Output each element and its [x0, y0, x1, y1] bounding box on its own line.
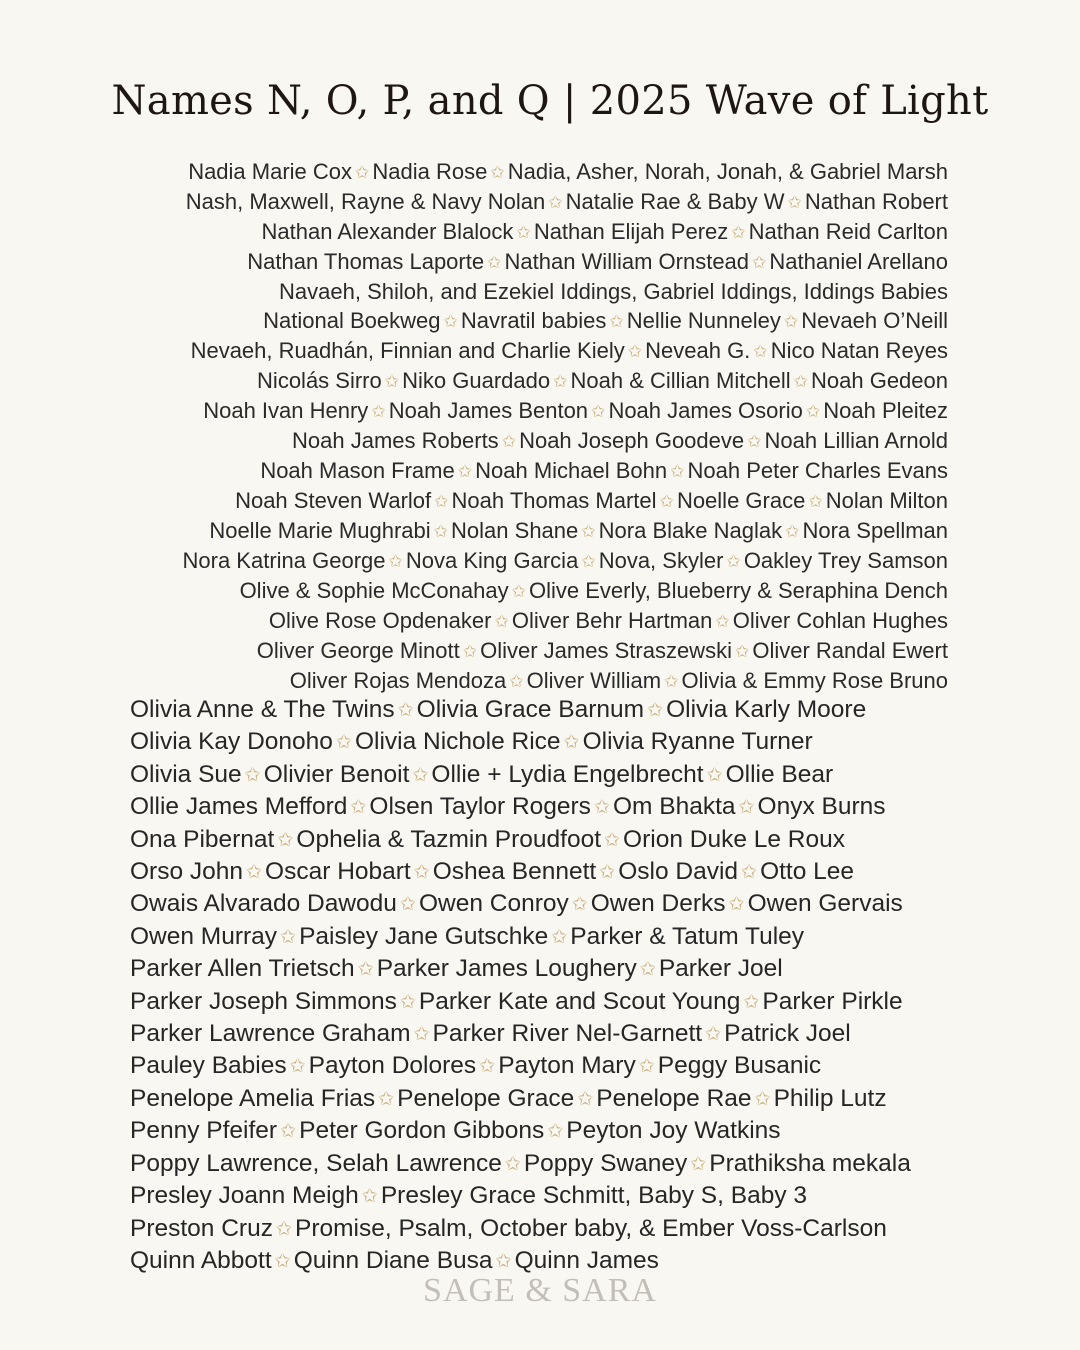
star-icon: ✩ [581, 521, 596, 541]
star-icon: ✩ [501, 431, 517, 451]
memorial-name: Nicolás Sirro [257, 368, 382, 393]
star-icon: ✩ [280, 926, 297, 948]
memorial-name: Noah Lillian Arnold [764, 428, 948, 453]
memorial-name: Noah & Cillian Mitchell [570, 368, 791, 393]
memorial-name: Noah Thomas Martel [451, 488, 657, 513]
name-line [130, 759, 970, 791]
memorial-name: Owais Alvarado Dawodu [130, 890, 397, 918]
memorial-name: Parker Pirkle [762, 987, 903, 1015]
memorial-name: Otto Lee [760, 858, 855, 886]
name-line [130, 694, 970, 726]
memorial-name: Presley Grace Schmitt, Baby S, Baby 3 [380, 1182, 808, 1210]
star-icon: ✩ [705, 1024, 722, 1046]
star-icon: ✩ [509, 671, 524, 691]
star-icon: ✩ [747, 431, 762, 451]
name-line [88, 486, 948, 516]
star-icon: ✩ [609, 311, 624, 331]
memorial-name: Peyton Joy Watkins [566, 1117, 781, 1145]
memorial-name: Owen Conroy [418, 890, 569, 918]
star-icon: ✩ [785, 521, 800, 541]
star-icon: ✩ [627, 341, 643, 361]
memorial-name: Ollie + Lydia Engelbrecht [431, 760, 704, 788]
memorial-name: Preston Cruz [130, 1214, 273, 1242]
name-line [88, 277, 948, 306]
name-line [88, 366, 948, 396]
memorial-name: Noah Gedeon [811, 368, 948, 393]
star-icon: ✩ [726, 551, 741, 571]
memorial-name: Oshea Bennett [432, 858, 597, 886]
star-icon: ✩ [581, 551, 596, 571]
memorial-name: Parker Kate and Scout Young [418, 987, 741, 1015]
memorial-name: Nathan Reid Carlton [748, 219, 948, 244]
star-icon: ✩ [244, 764, 261, 786]
memorial-name: Olivia Kay Donoho [130, 728, 333, 756]
memorial-name: Nadia, Asher, Norah, Jonah, & Gabriel Marsh [507, 159, 948, 184]
name-line [88, 426, 948, 456]
name-line [88, 306, 948, 336]
memorial-name: Nolan Shane [451, 518, 579, 543]
star-icon: ✩ [664, 671, 679, 691]
memorial-name: Nash, Maxwell, Rayne & Navy Nolan [185, 189, 546, 214]
star-icon: ✩ [335, 732, 352, 754]
memorial-name: Noah James Benton [388, 398, 589, 423]
name-line [88, 336, 948, 366]
memorial-name: Orion Duke Le Roux [623, 825, 846, 853]
star-icon: ✩ [783, 311, 799, 331]
memorial-name: Nathan Alexander Blalock [261, 219, 514, 244]
name-line [88, 157, 948, 187]
name-line [88, 217, 948, 247]
star-icon: ✩ [738, 797, 755, 819]
memorial-name: Ona Pibernat [130, 825, 275, 853]
memorial-name: Payton Mary [498, 1052, 636, 1080]
star-icon: ✩ [715, 611, 730, 631]
memorial-name: Natalie Rae & Baby W [565, 189, 785, 214]
star-icon: ✩ [690, 1153, 707, 1175]
memorial-name: Patrick Joel [724, 1020, 851, 1048]
star-icon: ✩ [350, 797, 367, 819]
star-icon: ✩ [462, 641, 478, 661]
memorial-name: Penelope Rae [596, 1084, 752, 1112]
star-icon: ✩ [490, 162, 505, 182]
memorial-name: Presley Joann Meigh [130, 1182, 359, 1210]
memorial-name: Noah Joseph Goodeve [519, 428, 745, 453]
star-icon: ✩ [399, 991, 416, 1013]
memorial-name: Oakley Trey Samson [743, 548, 948, 573]
star-icon: ✩ [289, 1056, 306, 1078]
names-list-block-1 [88, 157, 948, 696]
star-icon: ✩ [280, 1121, 297, 1143]
star-icon: ✩ [495, 1250, 512, 1272]
memorial-name: Nova King Garcia [405, 548, 579, 573]
star-icon: ✩ [563, 732, 580, 754]
star-icon: ✩ [706, 764, 723, 786]
star-icon: ✩ [412, 764, 429, 786]
memorial-name: Olivia Nichole Rice [354, 728, 561, 756]
memorial-name: Peggy Busanic [657, 1052, 822, 1080]
memorial-name: Oscar Hobart [265, 858, 411, 886]
memorial-name: Noah Mason Frame [260, 458, 455, 483]
star-icon: ✩ [787, 192, 802, 212]
name-line [88, 576, 948, 606]
memorial-name: Nora Spellman [802, 518, 948, 543]
memorial-name: Oliver Randal Ewert [752, 638, 948, 663]
star-icon: ✩ [413, 1024, 430, 1046]
memorial-name: Quinn Diane Busa [293, 1246, 493, 1274]
page-title: Names N, O, P, and Q | 2025 Wave of Light [111, 78, 989, 124]
name-line [88, 606, 948, 636]
star-icon: ✩ [504, 1153, 521, 1175]
name-line [130, 1180, 970, 1212]
memorial-name: Noelle Grace [676, 488, 806, 513]
name-line [130, 986, 970, 1018]
memorial-name: Oliver Rojas Mendoza [289, 668, 507, 693]
star-icon: ✩ [551, 926, 568, 948]
memorial-name: Noah Pleitez [823, 398, 948, 423]
star-icon: ✩ [547, 1121, 564, 1143]
star-icon: ✩ [593, 797, 610, 819]
star-icon: ✩ [413, 862, 430, 884]
memorial-name: Parker Allen Trietsch [130, 955, 355, 983]
star-icon: ✩ [591, 401, 606, 421]
name-line [130, 856, 970, 888]
star-icon: ✩ [553, 371, 568, 391]
memorial-name: Parker Joseph Simmons [130, 987, 397, 1015]
memorial-name: Penelope Amelia Frias [130, 1084, 376, 1112]
star-icon: ✩ [275, 1218, 292, 1240]
star-icon: ✩ [434, 491, 449, 511]
memorial-name: Owen Murray [130, 922, 278, 950]
memorial-name: Noah Peter Charles Evans [687, 458, 948, 483]
star-icon: ✩ [753, 341, 768, 361]
star-icon: ✩ [443, 311, 458, 331]
star-icon: ✩ [577, 1088, 594, 1110]
memorial-name: Olivier Benoit [263, 760, 410, 788]
memorial-name: Parker Joel [658, 955, 783, 983]
memorial-name: National Boekweg [263, 308, 441, 333]
memorial-name: Noah Michael Bohn [475, 458, 668, 483]
memorial-name: Navratil babies [460, 308, 607, 333]
name-line [130, 1083, 970, 1115]
name-line [88, 456, 948, 486]
name-line [88, 546, 948, 576]
star-icon: ✩ [647, 700, 664, 721]
star-icon: ✩ [599, 862, 616, 884]
memorial-name: Parker Lawrence Graham [130, 1020, 411, 1048]
memorial-name: Nathan Elijah Perez [533, 219, 729, 244]
name-line [130, 888, 970, 920]
memorial-name: Oslo David [618, 858, 739, 886]
memorial-name: Penelope Grace [397, 1084, 575, 1112]
memorial-name: Paisley Jane Gutschke [299, 922, 549, 950]
name-line [130, 1148, 970, 1180]
star-icon: ✩ [639, 959, 656, 981]
star-icon: ✩ [494, 611, 509, 631]
memorial-name: Nora Blake Naglak [598, 518, 783, 543]
names-list-block-2 [130, 694, 970, 1277]
name-line [88, 516, 948, 546]
memorial-name: Olive Everly, Blueberry & Seraphina Dench [528, 578, 948, 603]
memorial-name: Nico Natan Reyes [770, 338, 948, 363]
memorial-name: Oliver Cohlan Hughes [732, 608, 948, 633]
star-icon: ✩ [277, 829, 294, 851]
star-icon: ✩ [399, 894, 416, 916]
memorial-name: Parker River Nel-Garnett [432, 1020, 703, 1048]
memorial-name: Poppy Lawrence, Selah Lawrence [130, 1149, 502, 1177]
memorial-name: Owen Derks [590, 890, 726, 918]
memorial-name: Noah James Roberts [292, 428, 499, 453]
memorial-name: Nadia Rose [372, 159, 488, 184]
footer-logo: SAGE & SARA [423, 1272, 657, 1309]
star-icon: ✩ [604, 829, 621, 851]
name-line [130, 791, 970, 823]
memorial-name: Quinn James [514, 1246, 659, 1274]
star-icon: ✩ [357, 959, 374, 981]
memorial-name: Noah Ivan Henry [203, 398, 369, 423]
memorial-name: Nellie Nunneley [626, 308, 781, 333]
memorial-name: Quinn Abbott [130, 1246, 272, 1274]
star-icon: ✩ [638, 1056, 655, 1078]
memorial-name: Niko Guardado [402, 368, 551, 393]
star-icon: ✩ [805, 401, 821, 421]
memorial-name: Peter Gordon Gibbons [299, 1117, 545, 1145]
name-line [130, 1115, 970, 1147]
star-icon: ✩ [384, 371, 400, 391]
name-line [130, 953, 970, 985]
star-icon: ✩ [274, 1250, 291, 1272]
memorial-name: Nevaeh O’Neill [801, 308, 948, 333]
memorial-name: Nora Katrina George [182, 548, 386, 573]
star-icon: ✩ [355, 162, 370, 182]
memorial-name: Onyx Burns [757, 793, 886, 821]
memorial-name: Philip Lutz [773, 1084, 887, 1112]
star-icon: ✩ [479, 1056, 496, 1078]
memorial-name: Olivia & Emmy Rose Bruno [681, 668, 948, 693]
memorial-name: Olive Rose Opdenaker [268, 608, 492, 633]
memorial-name: Olivia Sue [130, 760, 242, 788]
star-icon: ✩ [246, 862, 263, 884]
memorial-name: Promise, Psalm, October baby, & Ember Voss-Carlson [294, 1214, 887, 1242]
memorial-name: Ophelia & Tazmin Proudfoot [296, 825, 602, 853]
star-icon: ✩ [752, 252, 767, 272]
memorial-name: Nathaniel Arellano [769, 249, 948, 274]
memorial-name: Poppy Swaney [523, 1149, 688, 1177]
memorial-name: Prathiksha mekala [709, 1149, 911, 1177]
memorial-name: Olivia Karly Moore [666, 696, 867, 723]
memorial-name: Neveah G. [645, 338, 751, 363]
memorial-name: Noah Steven Warlof [235, 488, 432, 513]
memorial-name: Nathan William Ornstead [504, 249, 750, 274]
star-icon: ✩ [516, 222, 531, 242]
star-icon: ✩ [361, 1186, 378, 1208]
memorial-name: Olivia Anne & The Twins [130, 696, 395, 723]
memorial-name: Nevaeh, Ruadhán, Finnian and Charlie Kiely [190, 338, 625, 363]
star-icon: ✩ [397, 700, 414, 721]
memorial-name: Nadia Marie Cox [188, 159, 353, 184]
memorial-name: Payton Dolores [308, 1052, 477, 1080]
star-icon: ✩ [371, 401, 386, 421]
star-icon: ✩ [571, 894, 588, 916]
star-icon: ✩ [728, 894, 745, 916]
memorial-name: Pauley Babies [130, 1052, 287, 1080]
name-line [130, 824, 970, 856]
name-line [88, 396, 948, 426]
star-icon: ✩ [487, 252, 502, 272]
memorial-name: Navaeh, Shiloh, and Ezekiel Iddings, Gabriel Iddings, Iddings Babies [279, 279, 948, 304]
star-icon: ✩ [433, 521, 449, 541]
memorial-name: Nolan Milton [825, 488, 948, 513]
star-icon: ✩ [378, 1088, 395, 1110]
star-icon: ✩ [548, 192, 563, 212]
memorial-name: Olivia Grace Barnum [416, 696, 645, 723]
name-line [130, 1050, 970, 1082]
star-icon: ✩ [793, 371, 808, 391]
memorial-name: Noelle Marie Mughrabi [209, 518, 431, 543]
name-line [130, 1018, 970, 1050]
memorial-name: Olivia Ryanne Turner [582, 728, 813, 756]
memorial-name: Oliver Behr Hartman [511, 608, 713, 633]
name-line [88, 636, 948, 666]
memorial-name: Oliver William [526, 668, 662, 693]
star-icon: ✩ [388, 551, 403, 571]
memorial-name: Orso John [130, 858, 244, 886]
memorial-name: Olsen Taylor Rogers [369, 793, 591, 821]
name-line [130, 726, 970, 758]
memorial-name: Om Bhakta [612, 793, 736, 821]
star-icon: ✩ [731, 222, 746, 242]
name-line [88, 187, 948, 217]
star-icon: ✩ [457, 461, 473, 481]
memorial-name: Nova, Skyler [598, 548, 724, 573]
memorial-name: Owen Gervais [747, 890, 903, 918]
star-icon: ✩ [659, 491, 674, 511]
memorial-name: Ollie Bear [725, 760, 834, 788]
name-line [130, 1213, 970, 1245]
memorial-name: Parker James Loughery [376, 955, 637, 983]
memorial-name: Nathan Robert [804, 189, 948, 214]
name-line [88, 247, 948, 277]
memorial-name: Penny Pfeifer [130, 1117, 278, 1145]
star-icon: ✩ [511, 581, 526, 601]
memorial-name: Ollie James Mefford [130, 793, 348, 821]
memorial-name: Olive & Sophie McConahay [239, 578, 509, 603]
star-icon: ✩ [808, 491, 823, 511]
star-icon: ✩ [741, 862, 758, 884]
name-line [88, 666, 948, 696]
star-icon: ✩ [670, 461, 685, 481]
star-icon: ✩ [734, 641, 750, 661]
star-icon: ✩ [743, 991, 760, 1013]
memorial-name: Oliver James Straszewski [480, 638, 732, 663]
memorial-name: Nathan Thomas Laporte [247, 249, 485, 274]
memorial-name: Parker & Tatum Tuley [570, 922, 805, 950]
name-line [130, 921, 970, 953]
memorial-name: Oliver George Minott [256, 638, 460, 663]
star-icon: ✩ [754, 1088, 771, 1110]
memorial-name: Noah James Osorio [608, 398, 803, 423]
